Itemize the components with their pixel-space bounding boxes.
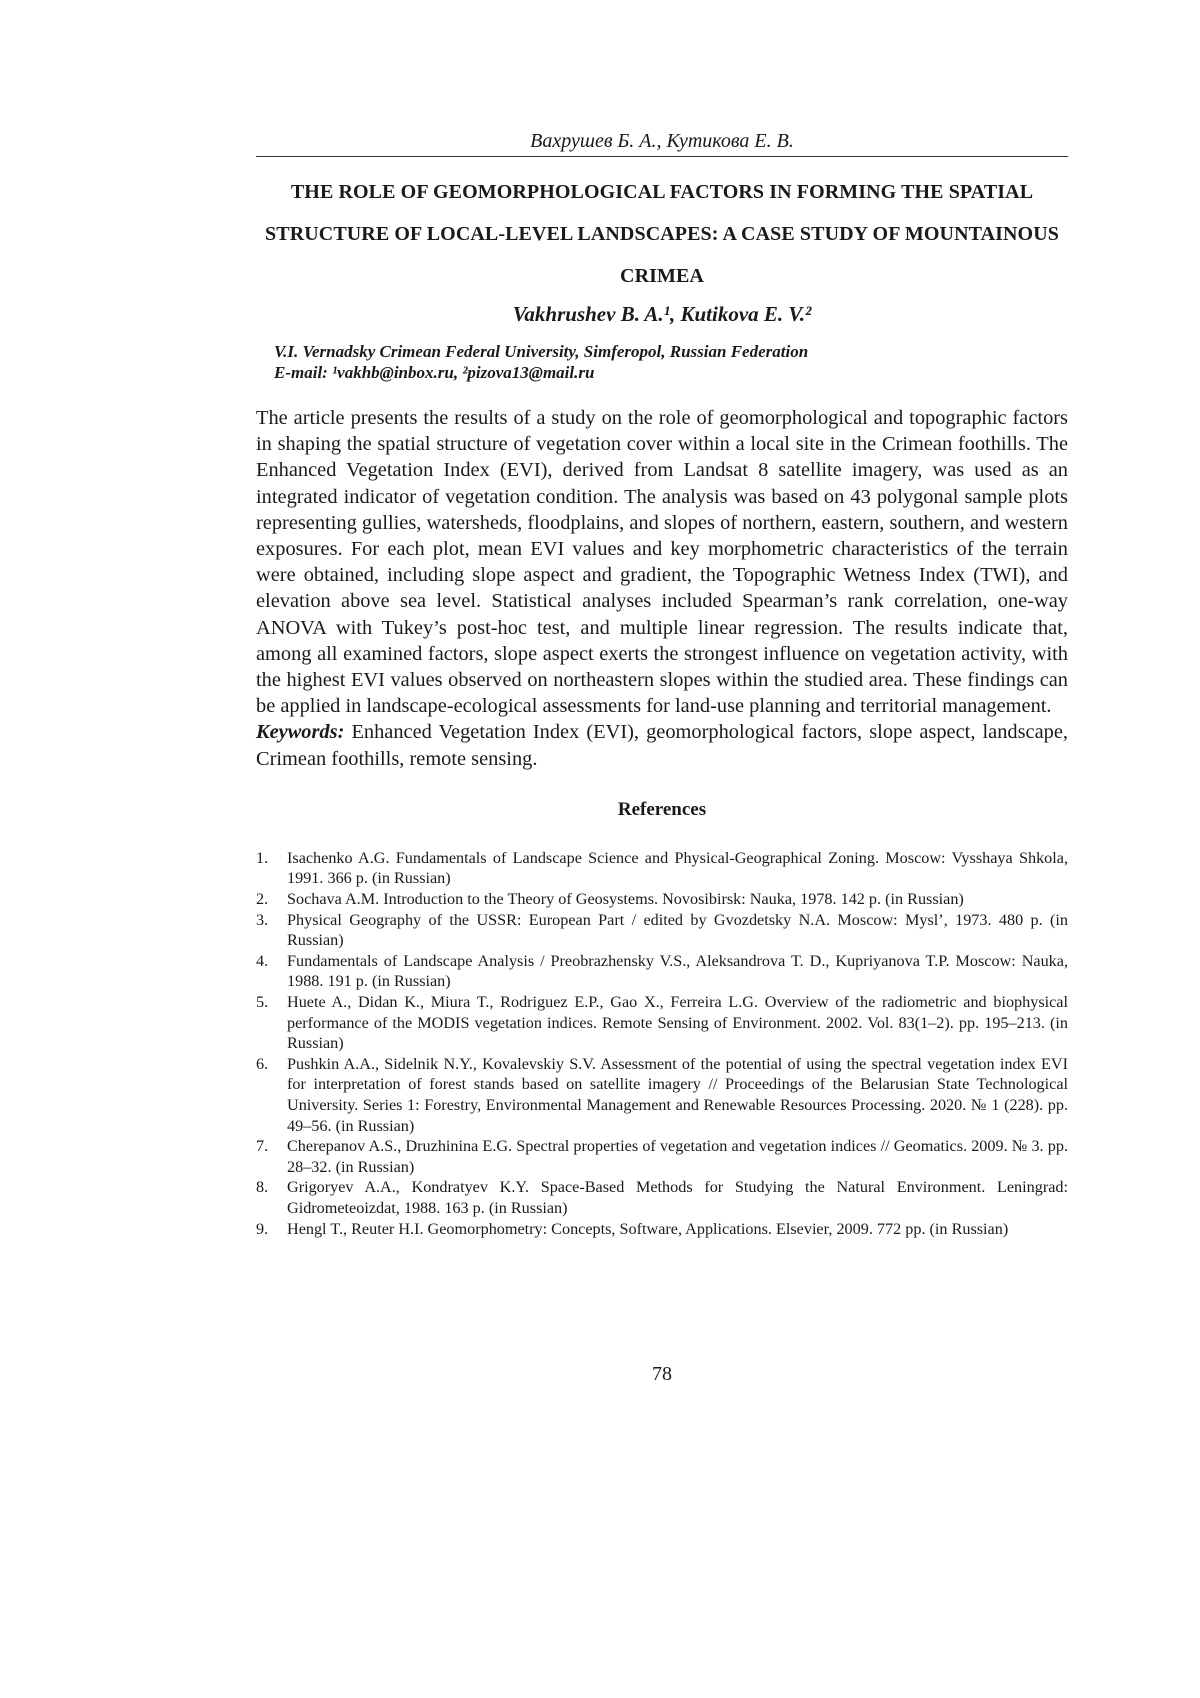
affiliation-block xyxy=(256,341,1068,383)
authors-line: Vakhrushev B. A.¹, Kutikova E. V.² xyxy=(512,302,812,326)
keywords-text: Enhanced Vegetation Index (EVI), geomorphological factors, slope aspect, landscape, Crimean foothills, remote sensing. xyxy=(256,721,1068,770)
running-head: Вахрушев Б. А., Кутикова Е. В. xyxy=(256,128,1068,157)
reference-item xyxy=(256,1054,1068,1136)
page-number: 78 xyxy=(652,1363,672,1385)
affiliation: V.I. Vernadsky Crimean Federal University, Simferopol, Russian Federation xyxy=(274,342,809,361)
reference-number: 2. xyxy=(256,890,269,909)
abstract: The article presents the results of a study on the role of geomorphological and topographic factors in shaping the spatial structure of vegetation cover within a local site in the Crimean foothills. The Enhanced Vegetation Index (EVI), derived from Landsat 8 satellite imagery, was used as an integrated indicator of vegetation condition. The analysis was based on 43 polygonal sample plots representing gullies, watersheds, floodplains, and slopes of northern, eastern, southern, and western exposures. For each plot, mean EVI values and key morphometric characteristics of the terrain were obtained, including slope aspect and gradient, the Topographic Wetness Index (TWI), and elevation above sea level. Statistical analyses included Spearman’s rank correlation, one-way ANOVA with Tukey’s post-hoc test, and multiple linear regression. The results indicate that, among all examined factors, slope aspect exerts the strongest influence on vegetation activity, with the highest EVI values observed on northeastern slopes within the studied area. These findings can be applied in landscape-ecological assessments for land-use planning and territorial management. xyxy=(256,407,1068,718)
reference-number: 1. xyxy=(256,848,269,867)
reference-item xyxy=(256,1219,1068,1240)
reference-number: 5. xyxy=(256,993,269,1011)
keywords xyxy=(256,719,1068,771)
reference-item xyxy=(256,848,1068,889)
reference-text: Hengl T., Reuter H.I. Geomorphometry: Concepts, Software, Applications. Elsevier, 2009. 772 pp. (in Russian) xyxy=(287,1219,1009,1238)
reference-number: 6. xyxy=(256,1054,269,1073)
reference-text: Isachenko A.G. Fundamentals of Landscape Science and Physical-Geographical Zoning. Moscow: Vysshaya Shkola, 1991. 366 p. (in Russian) xyxy=(287,848,1068,888)
reference-item xyxy=(256,889,1068,910)
reference-item xyxy=(256,910,1068,951)
reference-number: 3. xyxy=(256,910,269,929)
reference-item xyxy=(256,951,1068,992)
reference-number: 4. xyxy=(256,951,269,970)
email-line: E-mail: ¹vakhb@inbox.ru, ²pizova13@mail.ru xyxy=(274,363,595,382)
reference-item xyxy=(256,1177,1068,1218)
article-title: THE ROLE OF GEOMORPHOLOGICAL FACTORS IN FORMING THE SPATIAL STRUCTURE OF LOCAL-LEVEL LANDSCAPES: A CASE STUDY OF MOUNTAINOUS CRIMEA xyxy=(265,181,1059,287)
references-list xyxy=(256,848,1068,1239)
reference-number: 9. xyxy=(256,1219,269,1238)
reference-text: Cherepanov A.S., Druzhinina E.G. Spectral properties of vegetation and vegetation indices // Geomatics. 2009. № 3. pp. 28–32. (in Russian) xyxy=(287,1137,1068,1176)
reference-text: Sochava A.M. Introduction to the Theory of Geosystems. Novosibirsk: Nauka, 1978. 142 p. (in Russian) xyxy=(287,890,964,909)
reference-number: 8. xyxy=(256,1178,269,1197)
reference-text: Grigoryev A.A., Kondratyev K.Y. Space-Based Methods for Studying the Natural Environment. Leningrad: Gidrometeoizdat, 1988. 163 p. (in Russian) xyxy=(287,1178,1068,1217)
reference-text: Huete A., Didan K., Miura T., Rodriguez E.P., Gao X., Ferreira L.G. Overview of the radiometric and biophysical performance of the MODIS vegetation indices. Remote Sensing of Environment. 2002. Vol. 83(1–2). pp. 195–213. (in Russian) xyxy=(287,993,1068,1053)
reference-item xyxy=(256,992,1068,1054)
reference-text: Fundamentals of Landscape Analysis / Preobrazhensky V.S., Aleksandrova T. D., Kupriyanova T.P. Moscow: Nauka, 1988. 191 p. (in Russian) xyxy=(287,951,1068,991)
reference-item xyxy=(256,1136,1068,1177)
references-heading: References xyxy=(617,798,707,820)
reference-number: 7. xyxy=(256,1137,269,1156)
reference-text: Physical Geography of the USSR: European Part / edited by Gvozdetsky N.A. Moscow: Mysl’, 1973. 480 p. (in Russian) xyxy=(287,910,1068,950)
paper-page xyxy=(256,128,1068,1385)
reference-text: Pushkin A.A., Sidelnik N.Y., Kovalevskiy S.V. Assessment of the potential of using the spectral vegetation index EVI for interpretation of forest stands based on satellite imagery // Proceedings of the Belarusian State Technological University. Series 1: Forestry, Environmental Management and Renewable Resources Processing. 2020. № 1 (228). pp. 49–56. (in Russian) xyxy=(287,1054,1068,1135)
keywords-label: Keywords: xyxy=(256,721,345,744)
